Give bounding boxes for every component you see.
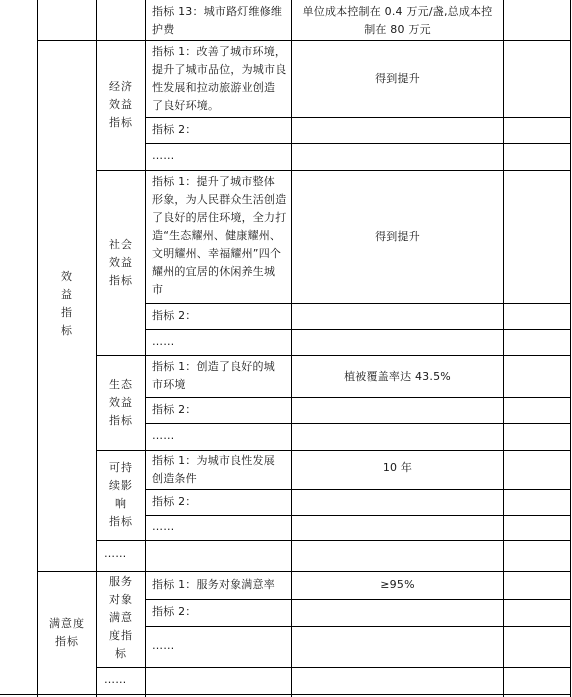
benefit-indicators-label: 效 益 指 标 [61, 270, 73, 337]
indicator-13-value: 单位成本控制在 0.4 万元/盏,总成本控 制在 80 万元 [302, 5, 493, 36]
satisfaction-indicator-2: 指标 2： [152, 605, 197, 618]
sustainable-indicator-1: 指标 1：为城市良性发展 创造条件 [152, 454, 275, 485]
satisfaction-more: …… [152, 639, 175, 652]
social-benefit-label: 社会 效益 指标 [109, 238, 133, 287]
ecological-more: …… [152, 429, 175, 442]
satisfaction-indicator-1: 指标 1：服务对象满意率 [152, 578, 275, 591]
sustainable-impact-label: 可持 续影 响 指标 [109, 461, 133, 528]
social-indicator-2: 指标 2： [152, 309, 197, 322]
satisfaction-indicator-1-value: ≥95% [380, 578, 415, 591]
benefit-more: …… [104, 547, 127, 560]
sustainable-indicator-1-value: 10 年 [382, 461, 413, 474]
economic-indicator-1-value: 得到提升 [375, 72, 420, 85]
economic-indicator-1: 指标 1：改善了城市环境， 提升了城市品位，为城市良 性发展和拉动旅游业创造 了良好环境。 [152, 45, 287, 112]
satisfaction-indicators-label: 满意度 指标 [49, 617, 85, 648]
social-indicator-1: 指标 1：提升了城市整体 形象，为人民群众生活创造 了良好的居住环境，全力打 造“生态耀州、健康耀州、 文明耀州、幸福耀州”四个 耀州的宜居的休闲养生城 市 [152, 175, 287, 296]
economic-indicator-2: 指标 2： [152, 123, 197, 136]
service-satisfaction-label: 服务 对象 满意 度指 标 [109, 575, 133, 660]
sustainable-more: …… [152, 520, 175, 533]
social-more: …… [152, 335, 175, 348]
ecological-indicator-1: 指标 1：创造了良好的城 市环境 [152, 360, 275, 391]
economic-more: …… [152, 149, 175, 162]
ecological-indicator-1-value: 植被覆盖率达 43.5% [344, 370, 451, 383]
ecological-benefit-label: 生态 效益 指标 [109, 378, 133, 427]
social-indicator-1-value: 得到提升 [375, 230, 420, 243]
indicator-13: 指标 13：城市路灯维修维 护费 [152, 5, 283, 36]
sustainable-indicator-2: 指标 2： [152, 495, 197, 508]
satisfaction-more-row: …… [104, 673, 127, 686]
economic-benefit-label: 经济 效益 指标 [109, 80, 133, 129]
ecological-indicator-2: 指标 2： [152, 403, 197, 416]
